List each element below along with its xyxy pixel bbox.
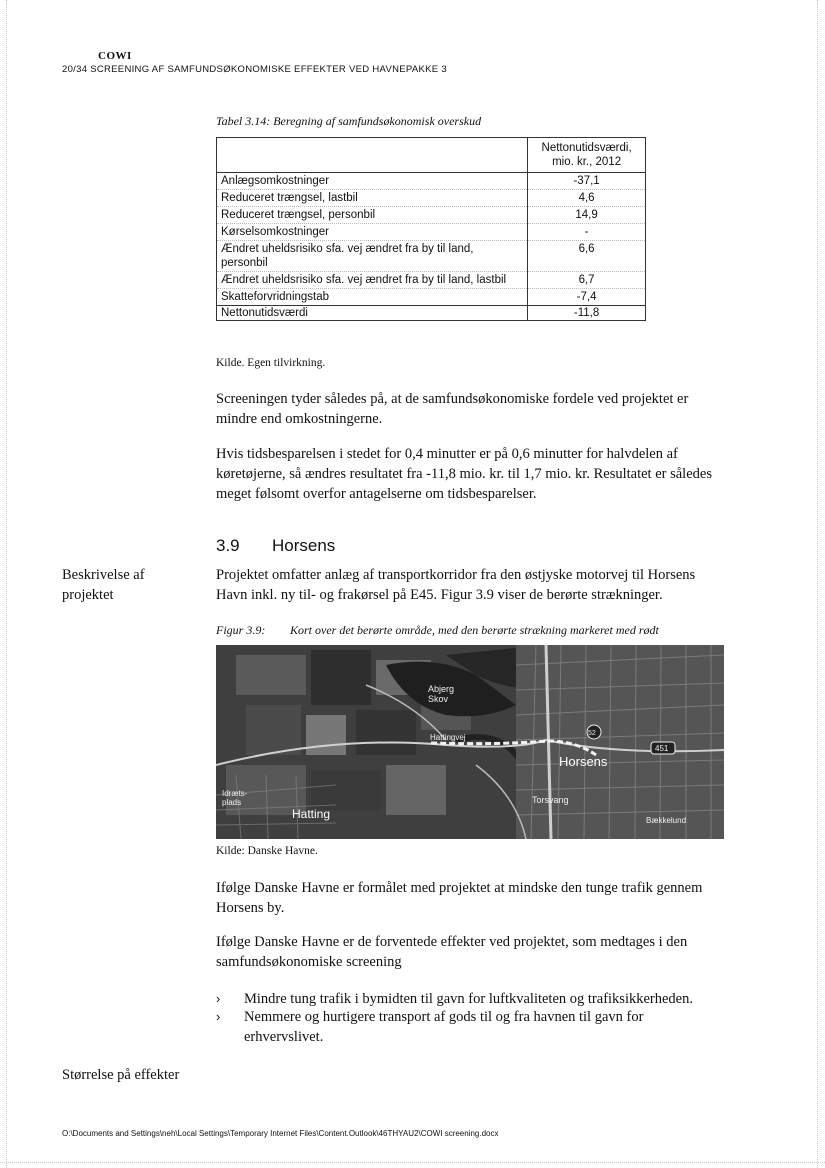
table-row <box>217 241 646 272</box>
figure-caption: Kort over det berørte område, med den berørte strækning markeret med rødt <box>290 623 659 637</box>
table-row <box>217 173 646 190</box>
map-image <box>216 645 724 839</box>
side-label-effects: Størrelse på effekter <box>62 1067 180 1083</box>
row-value: -37,1 <box>528 173 646 190</box>
paragraph-purpose: Ifølge Danske Havne er formålet med projektet at mindske den tunge trafik gennem Horsens by. <box>216 880 703 916</box>
map-label-baekkelund: Bækkelund <box>646 816 687 825</box>
cowi-logo: COWI <box>98 50 132 62</box>
bullet-marker: › <box>216 991 221 1006</box>
table-total-row <box>217 306 646 321</box>
section-number: 3.9 <box>216 536 240 555</box>
table-row <box>217 289 646 306</box>
map-label-hatting: Hatting <box>292 807 331 821</box>
map-label-skov: Skov <box>428 694 449 704</box>
table-header-empty <box>217 138 528 173</box>
row-label: Ændret uheldsrisiko sfa. vej ændret fra by til land, personbil <box>217 241 528 272</box>
table-source: Kilde. Egen tilvirkning. <box>216 357 326 369</box>
map-label-idraets: Idræts- <box>222 789 248 798</box>
row-value: 14,9 <box>528 207 646 224</box>
bullet-item <box>216 1007 726 1047</box>
bullet-marker: › <box>216 1009 221 1024</box>
paragraph-effects: Ifølge Danske Havne er de forventede effekter ved projektet, som medtages i den samfundsøkonomiske screening <box>216 934 688 970</box>
map-label-abjerg: Abjerg <box>428 684 455 694</box>
economic-table <box>216 137 646 321</box>
header-line-1: Nettonutidsværdi, <box>541 142 632 154</box>
map-road-451: 451 <box>655 744 669 753</box>
map-svg <box>216 645 724 839</box>
row-label: Skatteforvridningstab <box>217 289 528 306</box>
total-value: -11,8 <box>528 306 646 321</box>
table-header-value <box>528 138 646 173</box>
table-row <box>217 224 646 241</box>
page-edge-left <box>6 0 8 1168</box>
bullet-item <box>216 989 726 1009</box>
row-label: Kørselsomkostninger <box>217 224 528 241</box>
section-heading <box>216 536 335 556</box>
table-row <box>217 272 646 289</box>
row-label: Anlægsomkostninger <box>217 173 528 190</box>
bullet-text: Mindre tung trafik i bymidten til gavn for luftkvaliteten og trafiksikkerheden. <box>244 991 693 1007</box>
map-label-hattingvej: Hattingvej <box>430 733 466 742</box>
side-label-description: Beskrivelse af projektet <box>62 567 145 603</box>
figure-number: Figur 3.9: <box>216 623 266 637</box>
section-title: Horsens <box>272 536 336 555</box>
table-header-row <box>217 138 646 173</box>
header-line-2: mio. kr., 2012 <box>552 156 622 168</box>
page-edge-right <box>817 0 819 1168</box>
bullet-text: Nemmere og hurtigere transport af gods til og fra havnen til gavn for erhvervslivet. <box>244 1009 644 1045</box>
page-header: 20/34 SCREENING AF SAMFUNDSØKONOMISKE EFFEKTER VED HAVNEPAKKE 3 <box>62 64 447 75</box>
paragraph-project: Projektet omfatter anlæg af transportkorridor fra den østjyske motorvej til Horsens Havn inkl. ny til- og frakørsel på E45. Figur 3.9 viser de berørte strækninger. <box>216 567 696 603</box>
row-value: 6,6 <box>528 241 646 272</box>
row-value: - <box>528 224 646 241</box>
footer-path: O:\Documents and Settings\neh\Local Settings\Temporary Internet Files\Content.Outlook\46THYAU2\COWI screening.docx <box>62 1129 499 1138</box>
row-label: Reduceret trængsel, lastbil <box>217 190 528 207</box>
paragraph-conclusion: Screeningen tyder således på, at de samfundsøkonomiske fordele ved projektet er mindre end omkostningerne. <box>216 391 689 427</box>
row-value: 6,7 <box>528 272 646 289</box>
table-caption: Tabel 3.14: Beregning af samfundsøkonomisk overskud <box>216 114 482 128</box>
total-label: Nettonutidsværdi <box>217 306 528 321</box>
figure-source: Kilde: Danske Havne. <box>216 845 318 857</box>
map-label-horsens: Horsens <box>559 754 608 769</box>
table-row <box>217 207 646 224</box>
table-row <box>217 190 646 207</box>
row-value: 4,6 <box>528 190 646 207</box>
paragraph-sensitivity: Hvis tidsbesparelsen i stedet for 0,4 minutter er på 0,6 minutter for halvdelen af køretøjerne, så ændres resultatet fra -11,8 mio. kr. til 1,7 mio. kr. Resultatet er således meget følsomt overfor antagelserne om tidsbesparelser. <box>216 446 712 502</box>
page-edge-bottom <box>0 1162 825 1164</box>
row-label: Reduceret trængsel, personbil <box>217 207 528 224</box>
map-label-plads: plads <box>222 798 242 807</box>
row-value: -7,4 <box>528 289 646 306</box>
map-label-torsvang: Torsvang <box>532 795 569 805</box>
map-road-52: 52 <box>588 730 596 737</box>
row-label: Ændret uheldsrisiko sfa. vej ændret fra by til land, lastbil <box>217 272 528 289</box>
